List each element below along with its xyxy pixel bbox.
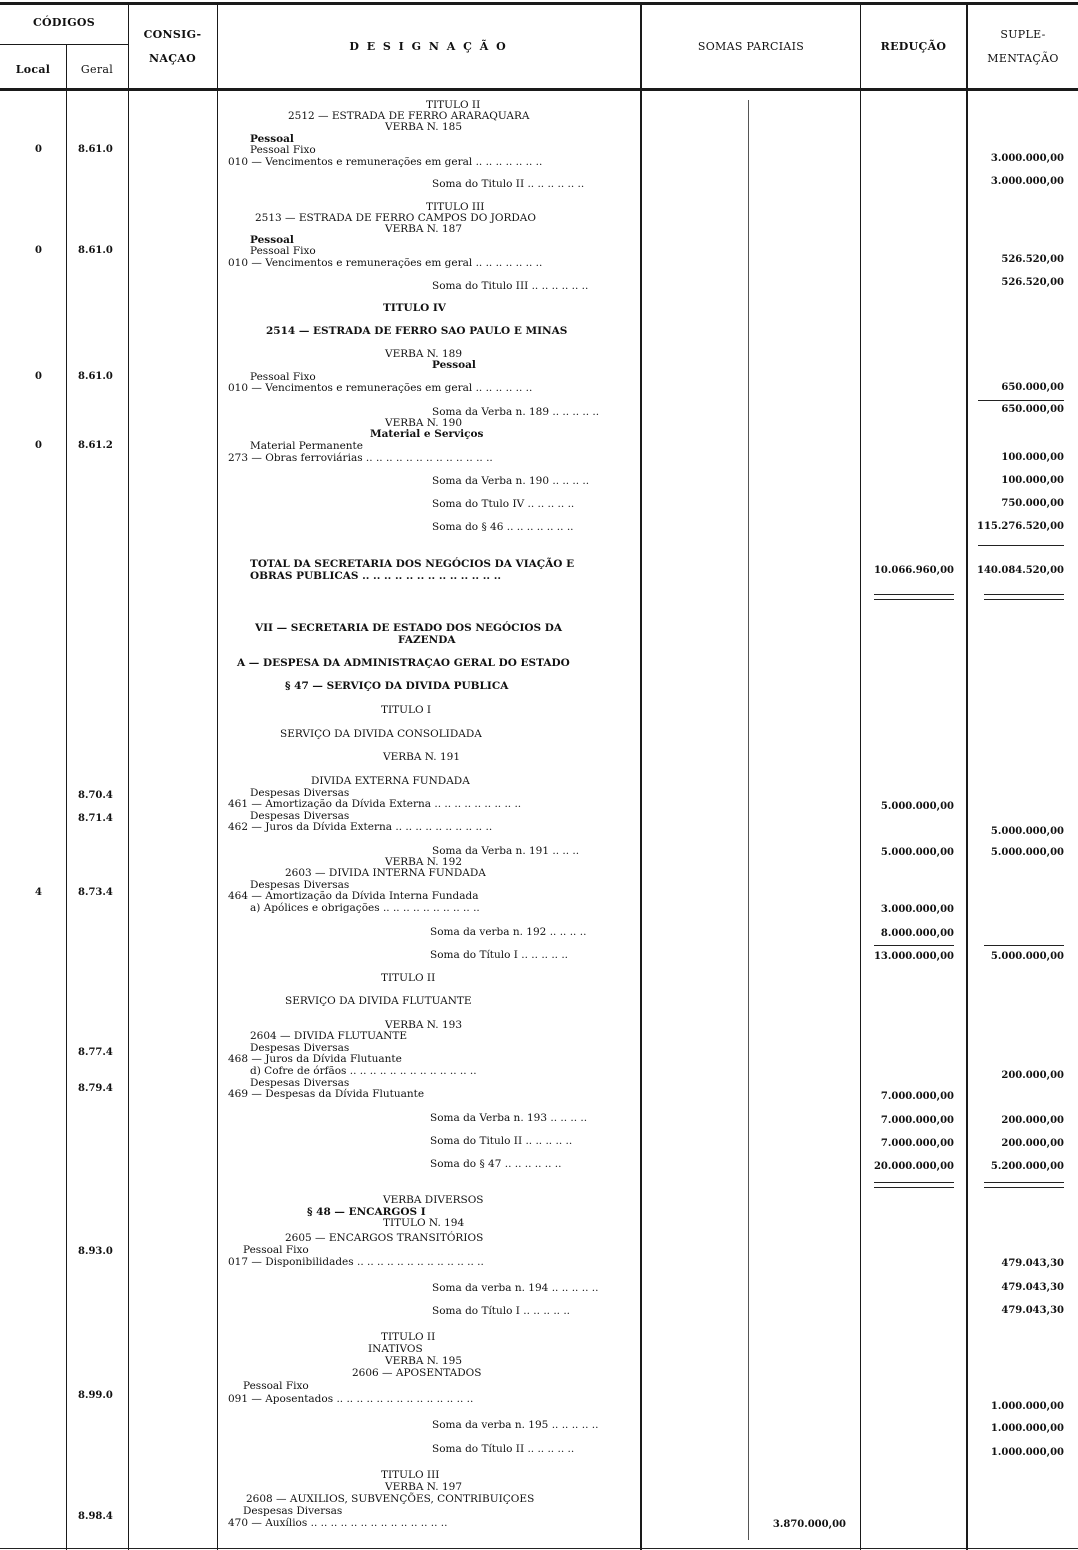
col-rule-somas — [860, 4, 861, 1550]
col-rule-geral — [128, 4, 129, 1550]
col-rule-designacao — [640, 4, 642, 1550]
total-double-rule — [874, 594, 954, 600]
local-mark: 0 — [35, 440, 42, 451]
geral-code: 8.61.0 — [78, 144, 113, 155]
designacao-line: VERBA DIVERSOS — [383, 1194, 484, 1206]
header-somas-parciais: SOMAS PARCIAIS — [697, 40, 805, 53]
suplementacao-value: 1.000.000,00 — [990, 1401, 1064, 1412]
designacao-line: VERBA N. 197 — [385, 1481, 463, 1493]
suplementacao-value: 479.043,30 — [1001, 1258, 1064, 1269]
suplementacao-value: 115.276.520,00 — [977, 521, 1064, 532]
designacao-line: OBRAS PUBLICAS .. .. .. .. .. .. .. .. .. .. .. .. .. — [250, 570, 502, 582]
reducao-value: 3.000.000,00 — [880, 904, 954, 915]
codigos-rule — [0, 44, 128, 45]
designacao-line: 2608 — AUXILIOS, SUBVENÇÕES, CONTRIBUIÇOES — [246, 1493, 535, 1505]
header-mentacao: MENTAÇÃO — [987, 52, 1059, 65]
header-local: Local — [15, 63, 51, 76]
geral-code: 8.98.4 — [78, 1511, 113, 1522]
designacao-line: 2605 — ENCARGOS TRANSITÓRIOS — [285, 1232, 484, 1244]
suplementacao-value: 100.000,00 — [1001, 475, 1064, 486]
suplementacao-value: 526.520,00 — [1001, 277, 1064, 288]
designacao-line: Soma da Verba n. 193 .. .. .. .. — [430, 1112, 588, 1124]
designacao-line: Material Permanente — [250, 440, 363, 452]
designacao-line: TITULO I — [381, 704, 432, 716]
designacao-line: 091 — Aposentados .. .. .. .. .. .. .. .. .. .. .. .. .. .. — [228, 1393, 474, 1405]
designacao-line: 017 — Disponibilidades .. .. .. .. .. .. .. .. .. .. .. .. .. — [228, 1256, 484, 1268]
total-double-rule — [984, 594, 1064, 600]
somas-parciais-value: 3.870.000,00 — [772, 1519, 846, 1530]
suplementacao-value: 650.000,00 — [1001, 404, 1064, 415]
header-geral: Geral — [80, 63, 114, 76]
reducao-value: 7.000.000,00 — [880, 1115, 954, 1126]
designacao-line: Soma da Verba n. 189 .. .. .. .. .. — [432, 406, 600, 418]
sum-rule — [978, 545, 1064, 546]
reducao-value: 13.000.000,00 — [873, 951, 954, 962]
designacao-line: 462 — Juros da Dívida Externa .. .. .. .. .. .. .. .. .. .. — [228, 821, 493, 833]
suplementacao-value: 5.200.000,00 — [990, 1161, 1064, 1172]
designacao-line: 461 — Amortização da Dívida Externa .. .. .. .. .. .. .. .. .. — [228, 798, 522, 810]
header-codigos: CÓDIGOS — [32, 16, 96, 29]
designacao-line: VERBA N. 193 — [385, 1019, 463, 1031]
designacao-line: TITULO IV — [383, 302, 446, 314]
local-mark: 0 — [35, 245, 42, 256]
local-mark: 4 — [35, 887, 42, 898]
geral-code: 8.77.4 — [78, 1047, 113, 1058]
designacao-line: Despesas Diversas — [250, 810, 350, 822]
col-rule-consig — [217, 4, 218, 1550]
designacao-line: Pessoal — [432, 359, 476, 371]
designacao-line: Pessoal — [250, 133, 294, 145]
reducao-value: 5.000.000,00 — [880, 847, 954, 858]
designacao-line: Despesas Diversas — [250, 1077, 350, 1089]
designacao-line: 2512 — ESTRADA DE FERRO ARARAQUARA — [288, 110, 530, 122]
total-double-rule — [984, 1182, 1064, 1188]
top-rule — [0, 2, 1078, 5]
designacao-line: TOTAL DA SECRETARIA DOS NEGÓCIOS DA VIAÇÃO E — [250, 558, 575, 570]
designacao-line: TITULO II — [426, 99, 481, 111]
local-mark: 0 — [35, 371, 42, 382]
suplementacao-value: 479.043,30 — [1001, 1305, 1064, 1316]
designacao-line: Despesas Diversas — [250, 879, 350, 891]
header-bottom-rule — [0, 88, 1078, 91]
header-suple: SUPLE- — [1000, 28, 1046, 41]
reducao-value: 7.000.000,00 — [880, 1138, 954, 1149]
suplementacao-value: 750.000,00 — [1001, 498, 1064, 509]
designacao-line: 2606 — APOSENTADOS — [352, 1367, 482, 1379]
reducao-value: 8.000.000,00 — [880, 928, 954, 939]
designacao-line: VERBA N. 185 — [385, 121, 463, 133]
geral-code: 8.61.0 — [78, 371, 113, 382]
designacao-line: 464 — Amortização da Dívida Interna Fundada — [228, 890, 479, 902]
designacao-line: Soma do Título I .. .. .. .. .. — [432, 1305, 571, 1317]
designacao-line: TITULO II — [381, 1331, 436, 1343]
header-designacao: D E S I G N A Ç Ã O — [349, 40, 508, 53]
designacao-line: Material e Serviços — [370, 428, 484, 440]
designacao-line: Pessoal Fixo — [243, 1380, 309, 1392]
designacao-line: VERBA N. 191 — [383, 751, 461, 763]
designacao-line: DIVIDA EXTERNA FUNDADA — [311, 775, 470, 787]
suplementacao-value: 200.000,00 — [1001, 1070, 1064, 1081]
designacao-line: VERBA N. 192 — [385, 856, 463, 868]
designacao-line: INATIVOS — [368, 1343, 423, 1355]
suplementacao-value: 1.000.000,00 — [990, 1447, 1064, 1458]
suplementacao-value: 1.000.000,00 — [990, 1423, 1064, 1434]
designacao-line: 2604 — DIVIDA FLUTUANTE — [250, 1030, 408, 1042]
designacao-line: TITULO N. 194 — [383, 1217, 465, 1229]
designacao-line: a) Apólices e obrigações .. .. .. .. .. .. .. .. .. .. — [250, 902, 480, 914]
geral-code: 8.99.0 — [78, 1390, 113, 1401]
suplementacao-value: 526.520,00 — [1001, 254, 1064, 265]
designacao-line: Pessoal — [250, 234, 294, 246]
geral-code: 8.73.4 — [78, 887, 113, 898]
suplementacao-value: 140.084.520,00 — [977, 565, 1064, 576]
reducao-value: 20.000.000,00 — [873, 1161, 954, 1172]
suplementacao-value: 650.000,00 — [1001, 382, 1064, 393]
somas-inner-rule — [748, 100, 749, 1540]
designacao-line: 273 — Obras ferroviárias .. .. .. .. .. .. .. .. .. .. .. .. .. — [228, 452, 493, 464]
col-rule-reducao — [966, 4, 968, 1550]
designacao-line: Pessoal Fixo — [243, 1244, 309, 1256]
suplementacao-value: 3.000.000,00 — [990, 153, 1064, 164]
designacao-line: 010 — Vencimentos e remunerações em geral .. .. .. .. .. .. .. — [228, 257, 543, 269]
designacao-line: Pessoal Fixo — [250, 144, 316, 156]
suplementacao-value: 5.000.000,00 — [990, 847, 1064, 858]
designacao-line: 2603 — DIVIDA INTERNA FUNDADA — [285, 867, 486, 879]
designacao-line: TITULO III — [381, 1469, 440, 1481]
designacao-line: 468 — Juros da Dívida Flutuante — [228, 1053, 402, 1065]
suplementacao-value: 3.000.000,00 — [990, 176, 1064, 187]
designacao-line: 010 — Vencimentos e remunerações em geral .. .. .. .. .. .. — [228, 382, 533, 394]
designacao-line: Despesas Diversas — [250, 787, 350, 799]
designacao-line: Pessoal Fixo — [250, 371, 316, 383]
suplementacao-value: 479.043,30 — [1001, 1282, 1064, 1293]
designacao-line: Soma do § 46 .. .. .. .. .. .. .. — [432, 521, 574, 533]
geral-code: 8.61.2 — [78, 440, 113, 451]
designacao-line: TITULO III — [426, 201, 485, 213]
designacao-line: Soma da Verba n. 191 .. .. .. — [432, 845, 580, 857]
header-reducao: REDUÇÃO — [880, 40, 947, 53]
designacao-line: Despesas Diversas — [243, 1505, 343, 1517]
designacao-line: Soma do § 47 .. .. .. .. .. .. — [430, 1158, 562, 1170]
designacao-line: 010 — Vencimentos e remunerações em geral .. .. .. .. .. .. .. — [228, 156, 543, 168]
designacao-line: VERBA N. 190 — [385, 417, 463, 429]
designacao-line: 470 — Auxílios .. .. .. .. .. .. .. .. .. .. .. .. .. .. — [228, 1517, 448, 1529]
sum-rule — [984, 945, 1064, 946]
geral-code: 8.79.4 — [78, 1083, 113, 1094]
geral-code: 8.93.0 — [78, 1246, 113, 1257]
designacao-line: A — DESPESA DA ADMINISTRAÇAO GERAL DO ESTADO — [237, 657, 570, 669]
sum-rule — [874, 945, 954, 946]
designacao-line: Soma da verba n. 195 .. .. .. .. .. — [432, 1419, 599, 1431]
reducao-value: 5.000.000,00 — [880, 801, 954, 812]
suplementacao-value: 200.000,00 — [1001, 1115, 1064, 1126]
designacao-line: d) Cofre de órfãos .. .. .. .. .. .. .. .. .. .. .. .. .. — [250, 1065, 477, 1077]
designacao-line: Soma da verba n. 192 .. .. .. .. — [430, 926, 587, 938]
header-nacao: NAÇAO — [149, 52, 196, 65]
designacao-line: Soma do Título II .. .. .. .. .. — [432, 1443, 575, 1455]
designacao-line: 2513 — ESTRADA DE FERRO CAMPOS DO JORDAO — [255, 212, 536, 224]
bottom-rule — [0, 1548, 1078, 1549]
designacao-line: VERBA N. 195 — [385, 1355, 463, 1367]
designacao-line: 2514 — ESTRADA DE FERRO SAO PAULO E MINAS — [266, 325, 568, 337]
designacao-line: Soma do Titulo II .. .. .. .. .. .. — [432, 178, 585, 190]
suplementacao-value: 100.000,00 — [1001, 452, 1064, 463]
geral-code: 8.61.0 — [78, 245, 113, 256]
reducao-value: 7.000.000,00 — [880, 1091, 954, 1102]
designacao-line: Despesas Diversas — [250, 1042, 350, 1054]
suplementacao-value: 5.000.000,00 — [990, 951, 1064, 962]
total-double-rule — [874, 1182, 954, 1188]
designacao-line: Soma da verba n. 194 .. .. .. .. .. — [432, 1282, 599, 1294]
geral-code: 8.71.4 — [78, 813, 113, 824]
header-consig: CONSIG- — [143, 28, 202, 41]
designacao-line: VERBA N. 187 — [385, 223, 463, 235]
reducao-value: 10.066.960,00 — [873, 565, 954, 576]
designacao-line: Soma do Titulo III .. .. .. .. .. .. — [432, 280, 589, 292]
col-rule-local — [66, 44, 67, 1550]
designacao-line: 469 — Despesas da Dívida Flutuante — [228, 1088, 425, 1100]
suplementacao-value: 5.000.000,00 — [990, 826, 1064, 837]
designacao-line: § 47 — SERVIÇO DA DIVIDA PUBLICA — [285, 680, 509, 692]
designacao-line: Soma do Título I .. .. .. .. .. — [430, 949, 569, 961]
designacao-line: Soma da Verba n. 190 .. .. .. .. — [432, 475, 590, 487]
local-mark: 0 — [35, 144, 42, 155]
designacao-line: SERVIÇO DA DIVIDA CONSOLIDADA — [280, 728, 482, 740]
geral-code: 8.70.4 — [78, 790, 113, 801]
designacao-line: § 48 — ENCARGOS I — [307, 1206, 426, 1218]
designacao-line: VII — SECRETARIA DE ESTADO DOS NEGÓCIOS DA — [255, 622, 563, 634]
sum-rule — [978, 400, 1064, 401]
suplementacao-value: 200.000,00 — [1001, 1138, 1064, 1149]
designacao-line: Pessoal Fixo — [250, 245, 316, 257]
designacao-line: FAZENDA — [398, 634, 456, 646]
designacao-line: SERVIÇO DA DIVIDA FLUTUANTE — [285, 995, 472, 1007]
designacao-line: VERBA N. 189 — [385, 348, 463, 360]
designacao-line: Soma do Ttulo IV .. .. .. .. .. — [432, 498, 575, 510]
designacao-line: Soma do Titulo II .. .. .. .. .. — [430, 1135, 573, 1147]
designacao-line: TITULO II — [381, 972, 436, 984]
